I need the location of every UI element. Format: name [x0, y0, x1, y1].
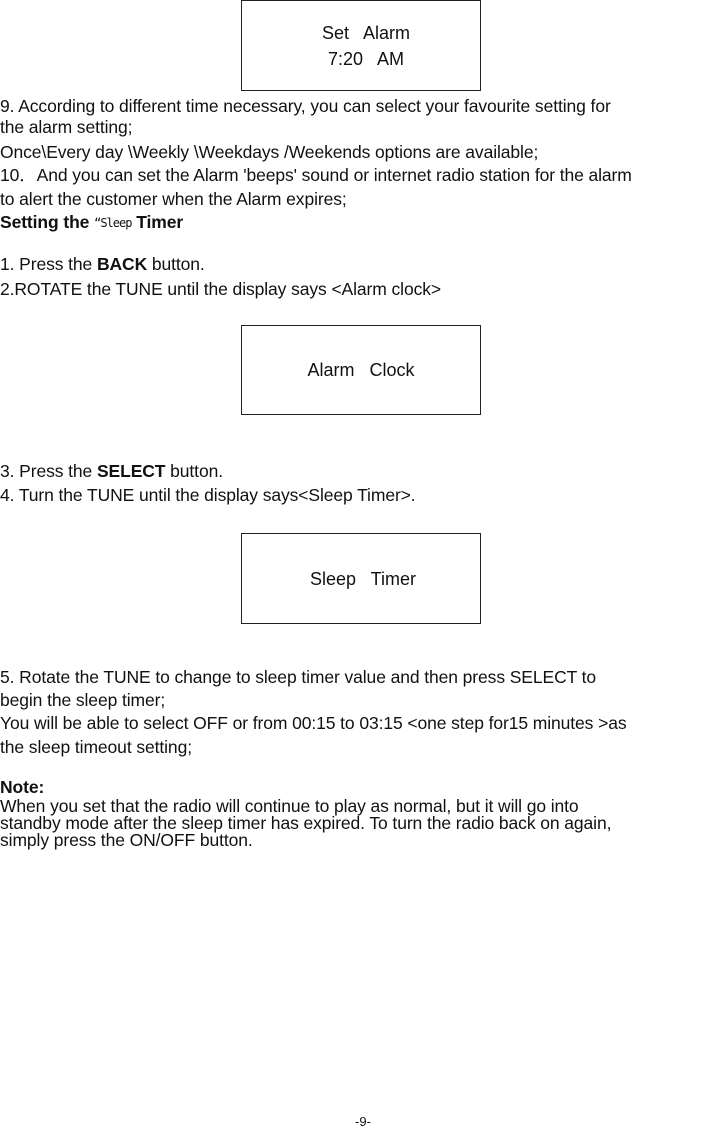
item-9-line-1: 9. According to different time necessary, you can select your favourite setting for [0, 96, 611, 116]
step-5-line-3: You will be able to select OFF or from 00:15 to 03:15 <one step for15 minutes >as [0, 713, 627, 733]
step-5-line-1: 5. Rotate the TUNE to change to sleep timer value and then press SELECT to [0, 667, 597, 687]
display-text: Sleep Timer [309, 568, 417, 589]
step-1-back-label: BACK [96, 254, 148, 274]
display-sleep-timer [241, 533, 481, 624]
heading-suffix: Timer [136, 212, 184, 232]
item-9-line-2: the alarm setting; [0, 117, 133, 137]
step-1 [0, 254, 205, 274]
page-number: -9- [355, 1114, 371, 1129]
step-3-pre: 3. Press the [0, 461, 93, 481]
step-4: 4. Turn the TUNE until the display says<Sleep Timer>. [0, 485, 416, 505]
step-3 [0, 461, 223, 481]
step-1-pre: 1. Press the [0, 254, 93, 274]
sleep-timer-heading [0, 212, 183, 233]
step-3-post: button. [170, 461, 223, 481]
step-1-post: button. [151, 254, 205, 274]
display-line-time: 7:20 AM [327, 48, 405, 69]
note-heading [0, 777, 44, 797]
note-heading-text: Note: [0, 777, 45, 797]
display-text: Alarm Clock [307, 360, 415, 380]
step-5-line-2: begin the sleep timer; [0, 690, 166, 710]
heading-prefix: Setting the [0, 212, 90, 232]
item-10-line-2: to alert the customer when the Alarm expires; [0, 189, 347, 209]
item-10-line-1: 10．And you can set the Alarm 'beeps' sound or internet radio station for the alarm [0, 165, 632, 185]
display-alarm-clock [241, 325, 481, 415]
display-line-title: Set Alarm [321, 22, 411, 43]
display-set-alarm [241, 0, 481, 91]
step-3-select-label: SELECT [96, 461, 166, 481]
step-5-line-4: the sleep timeout setting; [0, 737, 192, 757]
heading-small-sleep: “Sleep [94, 216, 132, 230]
note-line-2: standby mode after the sleep timer has expired. To turn the radio back on again, [0, 813, 612, 833]
item-9-line-3: Once\Every day \Weekly \Weekdays /Weekends options are available; [0, 142, 539, 162]
note-line-1: When you set that the radio will continue to play as normal, but it will go into [0, 796, 579, 816]
note-line-3: simply press the ON/OFF button. [0, 830, 253, 850]
step-2: 2.ROTATE the TUNE until the display says <Alarm clock> [0, 279, 442, 299]
